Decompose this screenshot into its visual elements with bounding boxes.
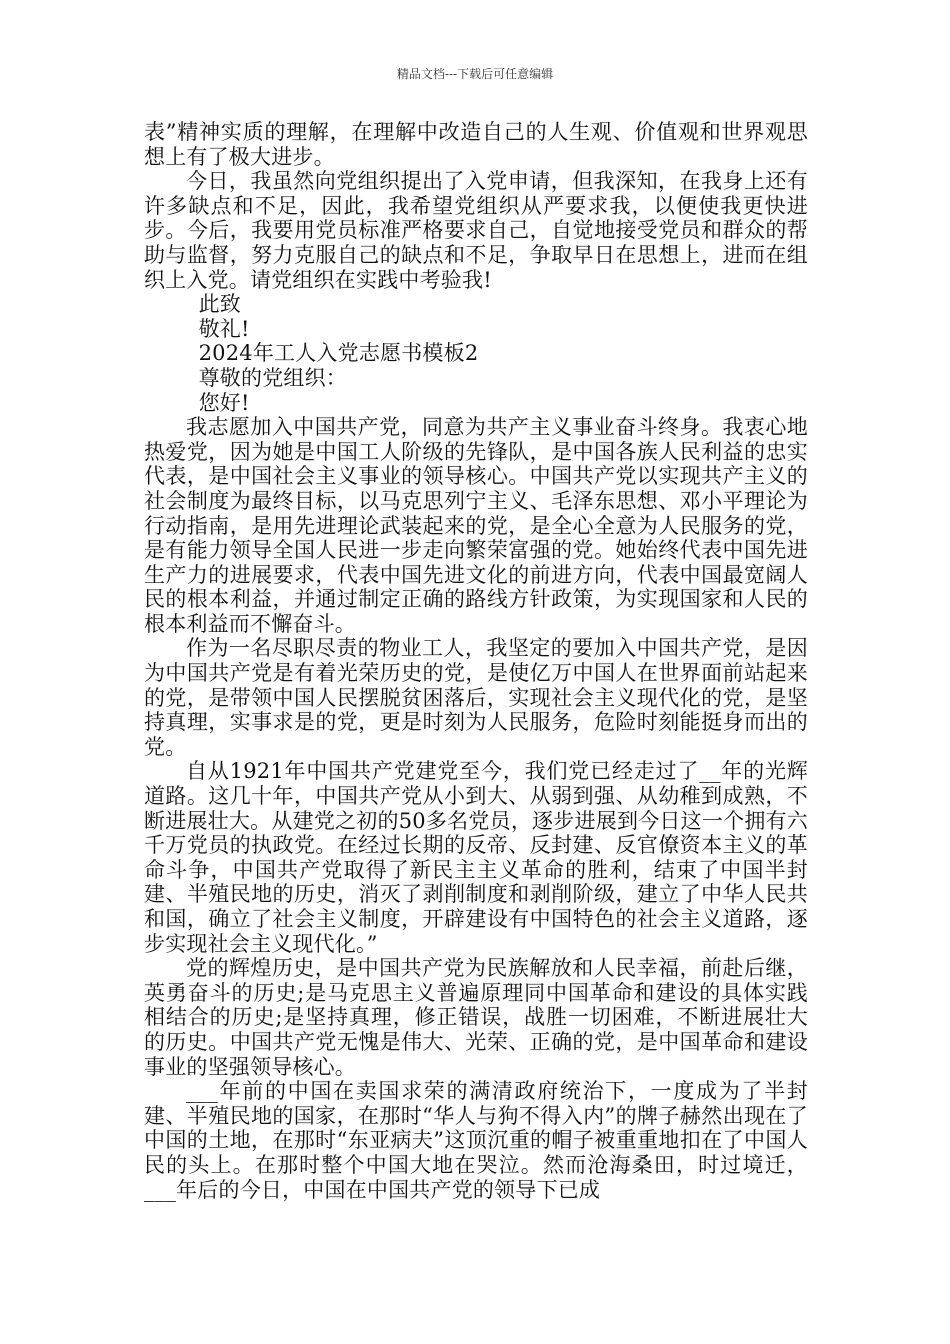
- letter-salutation: 尊敬的党组织：: [198, 365, 347, 390]
- paragraph: 作为一名尽职尽责的物业工人，我坚定的要加入中国共产党，是因为中国共产党是有着光荣历史的党，是使亿万中国人在世界面前站起来的党，是带领中国人民摆脱贫困落后，实现社会主义现代化的党，是坚持真理，实事求是的党，更是时刻为人民服务，危险时刻能挺身而出的党。: [144, 636, 808, 759]
- paragraph: 党的辉煌历史，是中国共产党为民族解放和人民幸福，前赴后继，英勇奋斗的历史;是马克思主义普遍原理同中国革命和建设的具体实践相结合的历史;是坚持真理，修正错误，战胜一切困难，不断进展壮大的历史。中国共产党无愧是伟大、光荣、正确的党，是中国革命和建设事业的坚强领导核心。: [144, 956, 808, 1079]
- paragraph: 今日，我虽然向党组织提出了入党申请，但我深知，在我身上还有许多缺点和不足，因此，我希望党组织从严要求我，以便使我更快进步。今后，我要用党员标准严格要求自己，自觉地接受党员和群众的帮助与监督，努力克服自己的缺点和不足，争取早日在思想上，进而在组织上入党。请党组织在实践中考验我!: [144, 169, 808, 292]
- section-title: 2024年工人入党志愿书模板2: [198, 341, 479, 366]
- letter-greeting: 您好!: [198, 390, 250, 415]
- closing-salutation: 此致: [198, 292, 241, 317]
- page-header: 精品文档---下载后可任意编辑: [396, 67, 554, 81]
- paragraph: 我志愿加入中国共产党，同意为共产主义事业奋斗终身。我衷心地热爱党，因为她是中国工人阶级的先锋队，是中国各族人民利益的忠实代表，是中国社会主义事业的领导核心。中国共产党以实现共产主义的社会制度为最终目标，以马克思列宁主义、毛泽东思想、邓小平理论为行动指南，是用先进理论武装起来的党，是全心全意为人民服务的党，是有能力领导全国人民进一步走向繁荣富强的党。她始终代表中国先进生产力的进展要求，代表中国先进文化的前进方向，代表中国最宽阔人民的根本利益，并通过制定正确的路线方针政策，为实现国家和人民的根本利益而不懈奋斗。: [144, 415, 808, 636]
- closing-regards: 敬礼!: [198, 316, 250, 341]
- paragraph: 表”精神实质的理解，在理解中改造自己的人生观、价值观和世界观思想上有了极大进步。: [144, 120, 808, 169]
- paragraph: 自从1921年中国共产党建党至今，我们党已经走过了__年的光辉道路。这几十年，中国共产党从小到大、从弱到强、从幼稚到成熟，不断进展壮大。从建党之初的50多名党员，逐步进展到今日这一个拥有六千万党员的执政党。在经过长期的反帝、反封建、反官僚资本主义的革命斗争，中国共产党取得了新民主主义革命的胜利，结束了中国半封建、半殖民地的历史，消灭了剥削制度和剥削阶级，建立了中华人民共和国，确立了社会主义制度，开辟建设有中国特色的社会主义道路，逐步实现社会主义现代化。”: [144, 759, 808, 956]
- document-body: [144, 120, 808, 1202]
- paragraph: ___年前的中国在卖国求荣的满清政府统治下，一度成为了半封建、半殖民地的国家，在那时“华人与狗不得入内”的牌子赫然出现在了中国的土地，在那时“东亚病夫”这顶沉重的帽子被重重地扣在了中国人民的头上。在那时整个中国大地在哭泣。然而沧海桑田，时过境迁，___年后的今日，中国在中国共产党的领导下已成: [144, 1079, 808, 1202]
